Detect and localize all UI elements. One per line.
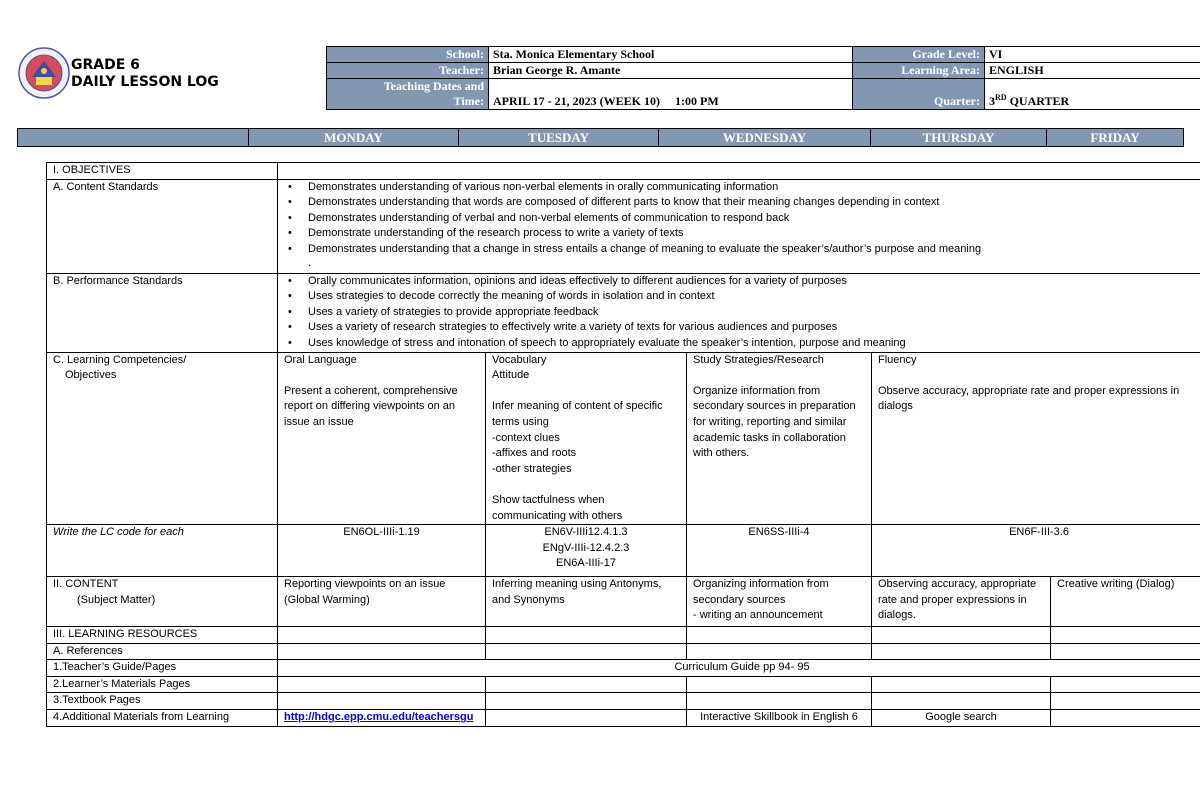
- learning-area-value: ENGLISH: [985, 63, 1200, 79]
- empty-cell: [687, 643, 872, 660]
- list-item: • Uses a variety of research strategies to effectively write a variety of texts for various audiences and purposes: [308, 320, 1200, 336]
- lc-code-monday: EN6OL-IIIi-1.19: [278, 525, 486, 577]
- competency-thursday: [872, 352, 1200, 525]
- competency-text: Observe accuracy, appropriate rate and proper expressions in dialogs: [878, 384, 1180, 413]
- grade-level-label: Grade Level:: [853, 47, 985, 63]
- lc-code-tuesday: [486, 525, 687, 577]
- spacer: [878, 368, 1200, 384]
- empty-cell: [278, 643, 486, 660]
- resources-heading: III. LEARNING RESOURCES: [47, 627, 278, 644]
- lc-code: ENgV-IIIi-12.4.2.3: [542, 541, 630, 554]
- empty-cell: [486, 627, 687, 644]
- list-item: • Uses a variety of strategies to provide appropriate feedback: [308, 305, 1200, 321]
- empty-cell: [1051, 643, 1200, 660]
- textbook-label: 3.Textbook Pages: [47, 693, 278, 710]
- empty-cell: [872, 676, 1051, 693]
- curriculum-guide-pages: Curriculum Guide pp 94- 95: [278, 660, 1200, 677]
- empty-cell: [872, 693, 1051, 710]
- quarter-ordinal: RD: [995, 93, 1007, 102]
- competency-heading: Attitude: [492, 369, 530, 382]
- competency-heading: Oral Language: [284, 353, 357, 366]
- competency-tuesday: [486, 352, 687, 525]
- empty-cell: [486, 710, 687, 727]
- empty-cell: [687, 693, 872, 710]
- competency-heading: Study Strategies/Research: [693, 353, 824, 366]
- lc-code-wednesday: EN6SS-IIIi-4: [687, 525, 872, 577]
- competency-text: -context clues: [492, 431, 560, 444]
- content-label-line1: II. CONTENT: [53, 578, 119, 591]
- content-standards-cell: [278, 179, 1200, 273]
- list-item: • Uses strategies to decode correctly the meaning of words in isolation and in context: [308, 289, 1200, 305]
- list-item: • Demonstrates understanding of verbal and non-verbal elements of communication to respond back: [308, 211, 1200, 227]
- teaching-dates-label-line2: Time:: [453, 94, 484, 108]
- performance-standards-label: B. Performance Standards: [47, 273, 278, 352]
- competencies-label-line1: C. Learning Competencies/: [53, 353, 187, 366]
- quarter-value: [985, 79, 1200, 110]
- content-tuesday: Inferring meaning using Antonyms, and Synonyms: [486, 577, 687, 627]
- empty-cell: [486, 643, 687, 660]
- lc-code-thursday: EN6F-III-3.6: [872, 525, 1200, 577]
- empty-cell: [1051, 676, 1200, 693]
- learning-area-label: Learning Area:: [853, 63, 985, 79]
- competency-text: Infer meaning of content of specific terms using: [492, 400, 663, 428]
- performance-standards-cell: [278, 273, 1200, 352]
- spacer: [492, 384, 680, 400]
- content-monday: Reporting viewpoints on an issue (Global Warming): [278, 577, 486, 627]
- teacher-label: Teacher:: [327, 63, 489, 79]
- list-item: • Demonstrates understanding of various non-verbal elements in orally communicating information: [308, 180, 1200, 196]
- weekday-blank-cell: [18, 129, 249, 147]
- content-label: [47, 577, 278, 627]
- list-item: • Demonstrates understanding that words are composed of different parts to know that their meaning changes depending in context: [308, 195, 1200, 211]
- content-friday: Creative writing (Dialog): [1051, 577, 1200, 627]
- day-thursday: THURSDAY: [871, 129, 1047, 147]
- spacer: [693, 368, 865, 384]
- empty-cell: [278, 693, 486, 710]
- competency-text: Organize information from secondary sources in preparation for writing, reporting and similar academic tasks in collaboration with others.: [693, 384, 856, 460]
- empty-cell: [1051, 627, 1200, 644]
- additional-materials-thursday: Google search: [872, 710, 1051, 727]
- competency-heading: Vocabulary: [492, 353, 547, 366]
- lesson-log-table: [46, 162, 1200, 727]
- competency-text: Show tactfulness when communicating with others: [492, 493, 623, 522]
- additional-materials-monday: [278, 710, 486, 727]
- content-standards-list: [284, 180, 1200, 258]
- lc-code: EN6A-IIIi-17: [556, 557, 616, 570]
- empty-cell: [278, 676, 486, 693]
- references-label: A. References: [47, 643, 278, 660]
- lc-code: EN6V-IIIi12.4.1.3: [544, 526, 628, 539]
- performance-standards-list: [284, 274, 1200, 352]
- list-item: • Demonstrates understanding that a change in stress entails a change of meaning to evaluate the speaker’s/author’s purpose and meaning: [308, 242, 1200, 258]
- competency-text: -other strategies: [492, 462, 572, 475]
- additional-materials-label: 4.Additional Materials from Learning: [47, 710, 278, 727]
- competencies-label: [47, 352, 278, 525]
- teachers-guide-label: 1.Teacher’s Guide/Pages: [47, 660, 278, 677]
- content-text: - writing an announcement: [693, 609, 823, 622]
- teachers-guide-link[interactable]: http://hdgc.epp.cmu.edu/teachersgu: [284, 711, 474, 724]
- empty-cell: [687, 627, 872, 644]
- list-item: • Orally communicates information, opinions and ideas effectively to different audiences for a variety of purposes: [308, 274, 1200, 290]
- content-label-line2: (Subject Matter): [77, 593, 156, 606]
- competencies-label-line2: Objectives: [65, 369, 117, 382]
- spacer: [284, 368, 479, 384]
- school-label: School:: [327, 47, 489, 63]
- document-title-line2: DAILY LESSON LOG: [71, 74, 219, 90]
- content-standards-trail: .: [308, 256, 312, 269]
- day-tuesday: TUESDAY: [459, 129, 659, 147]
- teacher-value: Brian George R. Amante: [489, 63, 853, 79]
- empty-cell: [486, 676, 687, 693]
- additional-materials-wednesday: Interactive Skillbook in English 6: [687, 710, 872, 727]
- learners-materials-label: 2.Learner’s Materials Pages: [47, 676, 278, 693]
- teaching-dates-label: [327, 79, 489, 110]
- weekday-header-row: [17, 128, 1184, 147]
- content-thursday: Observing accuracy, appropriate rate and proper expressions in dialogs.: [872, 577, 1051, 627]
- empty-cell: [278, 627, 486, 644]
- quarter-label: Quarter:: [853, 79, 985, 110]
- grade-level-value: VI: [985, 47, 1200, 63]
- teaching-dates-label-line1: Teaching Dates and: [383, 79, 484, 93]
- teaching-dates-value: APRIL 17 - 21, 2023 (WEEK 10) 1:00 PM: [489, 79, 853, 110]
- deped-seal-logo: [18, 47, 70, 99]
- school-value: Sta. Monica Elementary School: [489, 47, 853, 63]
- list-item: • Demonstrate understanding of the research process to write a variety of texts: [308, 226, 1200, 242]
- spacer: [492, 477, 680, 493]
- empty-cell: [486, 693, 687, 710]
- list-item: • Uses knowledge of stress and intonation of speech to appropriately evaluate the speaker’s intention, purpose and meaning: [308, 336, 1200, 352]
- competency-monday: [278, 352, 486, 525]
- empty-cell: [687, 676, 872, 693]
- empty-cell: [872, 643, 1051, 660]
- quarter-suffix: QUARTER: [1006, 94, 1070, 108]
- competency-text: -affixes and roots: [492, 447, 577, 460]
- quarter-number: 3: [989, 94, 995, 108]
- day-monday: MONDAY: [249, 129, 459, 147]
- header-info-table: [326, 46, 1200, 110]
- content-standards-label: A. Content Standards: [47, 179, 278, 273]
- content-text: Organizing information from secondary sources: [693, 578, 829, 606]
- competency-heading: Fluency: [878, 353, 917, 366]
- empty-cell: [872, 627, 1051, 644]
- competency-text: Present a coherent, comprehensive report on differing viewpoints on an issue an issue: [284, 384, 458, 428]
- empty-cell: [1051, 693, 1200, 710]
- empty-cell: [1051, 710, 1200, 727]
- content-wednesday: [687, 577, 872, 627]
- objectives-blank: [278, 163, 1200, 180]
- document-title-line1: GRADE 6: [71, 57, 140, 73]
- objectives-heading: I. OBJECTIVES: [47, 163, 278, 180]
- lc-code-label: Write the LC code for each: [47, 525, 278, 577]
- day-friday: FRIDAY: [1047, 129, 1184, 147]
- competency-wednesday: [687, 352, 872, 525]
- day-wednesday: WEDNESDAY: [659, 129, 871, 147]
